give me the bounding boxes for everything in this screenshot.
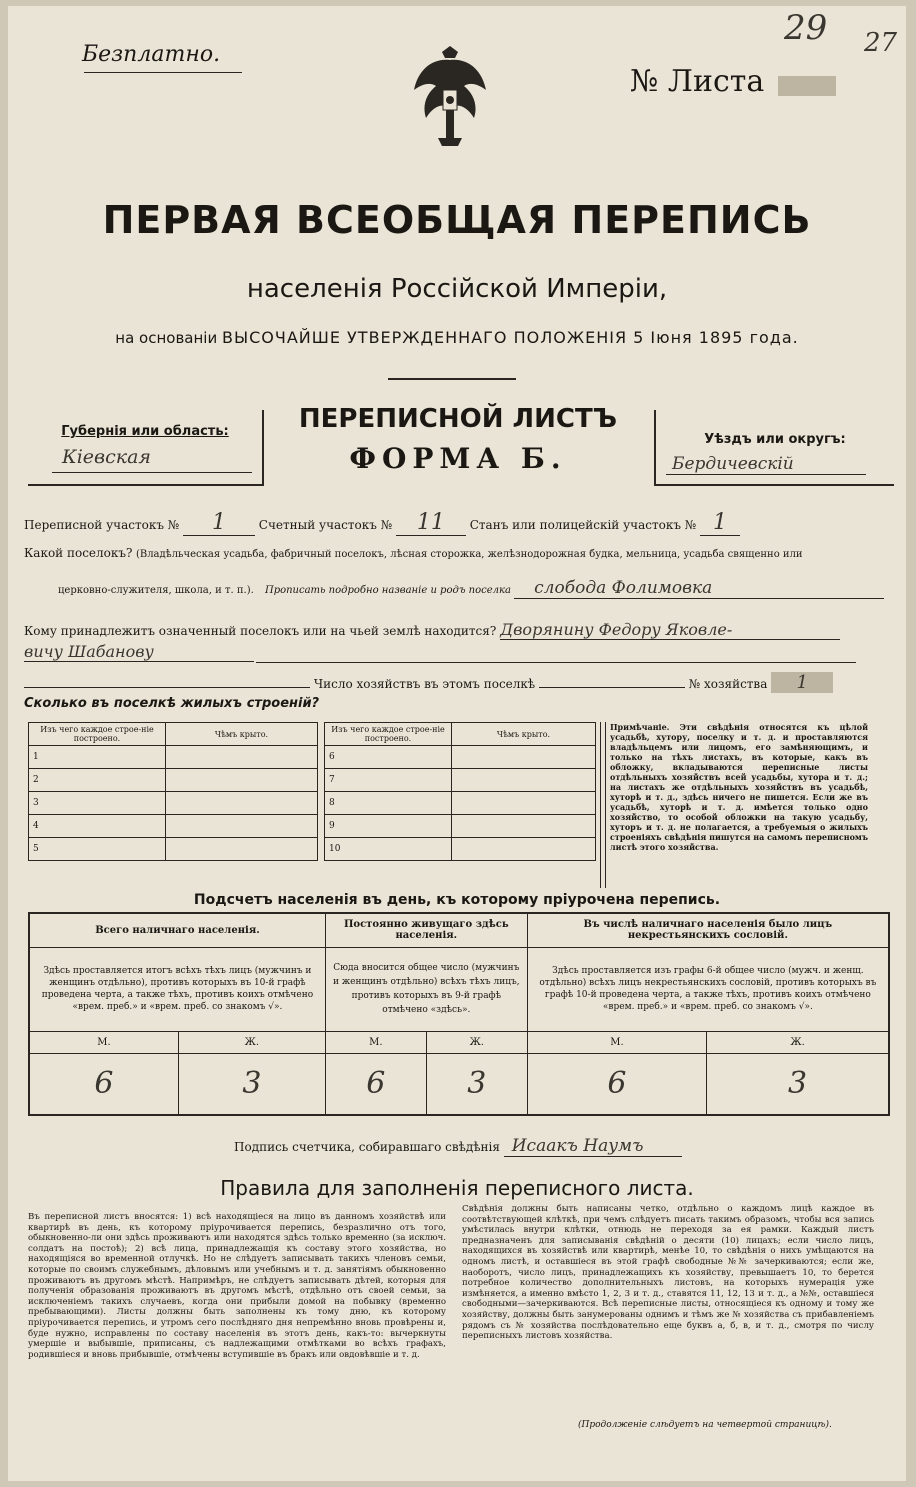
settlement-hint-1: (Владѣльческая усадьба, фабричный поселокъ, лѣсная сторожка, желѣзнодорожная будка, мельница, усадьба священно или — [135, 549, 803, 560]
rules-right-column: Свѣдѣнія должны быть написаны четко, отдѣльно о каждомъ лицѣ каждое въ соотвѣтствующей клѣткѣ, при чемъ слѣдуетъ писать такимъ образомъ, чтобы вся запись умѣстилась внутри клѣтки, отнюдь не переходя за ея рамки. Каждый листъ предназначенъ для записыванія свѣдѣній о десяти (10) лицахъ; если число лицъ, находящихся въ хозяйствѣ или квартирѣ, менѣе 10, то свѣдѣнія о нихъ умѣщаются на одномъ листѣ, и оставшіеся въ этой графѣ свободные №№ зачеркиваются; если же, наоборотъ, число лицъ, принадлежащихъ къ хозяйству, превышаетъ 10, то берется потребное количество дополнительныхъ листовъ, на которыхъ нумерація уже измѣняется, а именно вмѣсто 1, 2, 3 и т. д., ставятся 11, 12, 13 и т. д., а №№, оставшіеся свободными—зачеркиваются. Всѣ переписные листы, относящіеся къ одному и тому же хозяйству, должны быть занумерованы однимъ и тѣмъ же № хозяйства съ прибавленіемъ рядомъ съ № хозяйства послѣдовательно еще буквъ а, б, в, и т. д., смотря по числу переписныхъ листовъ хозяйства. — [462, 1204, 874, 1342]
buildings-row-number: 4 — [29, 815, 166, 838]
buildings-row-number: 2 — [29, 769, 166, 792]
population-value: 6 — [325, 1053, 426, 1115]
buildings-row-number: 9 — [325, 815, 452, 838]
province-label: Губернія или область: — [61, 424, 229, 439]
female-label: Ж. — [178, 1031, 325, 1053]
population-col1-head: Всего наличнаго населенія. — [29, 913, 325, 947]
form-title: ПЕРЕПИСНОЙ ЛИСТЪ — [298, 404, 618, 434]
population-col2-desc: Сюда вносится общее число (мужчинъ и женщинъ отдѣльно) всѣхъ тѣхъ лицъ, противъ которыхъ въ 9-й графѣ отмѣчено «здѣсь». — [325, 947, 527, 1031]
buildings-note: Примѣчаніе. Эти свѣдѣнія относятся къ цѣлой усадьбѣ, хутору, поселку и т. д. и проставляются владѣльцемъ или лицомъ, его замѣняющимъ, и только на тѣхъ листахъ, въ которые, какъ въ обложку, вкладываются переписные листы отдѣльныхъ хозяйствъ всей усадьбы, хутора и т. д.; на листахъ же отдѣльныхъ хозяйствъ въ усадьбѣ, хуторѣ и т. д., здѣсь ничего не пишется. Если же въ усадьбѣ, хуторѣ и т. д. имѣется только одно хозяйство, то особой обложки на такую усадьбу, хуторъ и т. д. не полагается, а требуемыя о жилыхъ строеніяхъ свѣдѣнія пишутся на самомъ переписномъ листѣ этого хозяйства. — [610, 722, 868, 852]
signature-row — [234, 1136, 682, 1157]
population-value: 3 — [426, 1053, 527, 1115]
settlement-question-row — [24, 546, 890, 560]
buildings-row-number: 8 — [325, 792, 452, 815]
province-box — [28, 410, 264, 486]
basis-prefix: на основаніи — [115, 329, 218, 347]
population-value: 6 — [527, 1053, 706, 1115]
census-title: ПЕРВАЯ ВСЕОБЩАЯ ПЕРЕПИСЬ — [102, 198, 812, 242]
district-underline — [666, 474, 866, 475]
settlement-question: Какой поселокъ? — [24, 546, 133, 560]
buildings-row-number: 10 — [325, 838, 452, 861]
settlement-answer-row — [58, 578, 884, 599]
buildings-row-number: 1 — [29, 746, 166, 769]
rules-left-column: Въ переписной листъ вносятся: 1) всѣ находящіеся на лицо въ данномъ хозяйствѣ или квартирѣ въ день, къ которому пріурочивается перепись, безразлично отъ того, обыкновенно-ли они здѣсь проживаютъ или находятся здѣсь только временно (за исключ. солдатъ на постоѣ); 2) всѣ лица, принадлежащія къ составу этого хозяйства, но находящіяся во временной отлучкѣ. Но не слѣдуетъ записывать такихъ членовъ семьи, которые по своимъ служебнымъ, дѣловымъ или учебнымъ и т. д. занятіямъ обыкновенно проживаютъ въ другомъ мѣстѣ. Напримѣръ, не слѣдуетъ записывать дѣтей, которыя для полученія образованія проживаютъ въ другомъ мѣстѣ, отдѣльно отъ своей семьи, за исключеніемъ такихъ случаевъ, когда они прибыли домой на побывку (временно пребывающими). Листы должны быть заполнены къ тому дню, къ которому пріурочивается перепись, и утромъ сего послѣдняго дня непремѣнно вновь провѣрены и, буде нужно, исправлены по составу населенія въ этотъ день, какъ-то: вычеркнуты умершіе и выбывшіе, приписаны, съ надлежащими отмѣтками во всѣхъ графахъ, родившіеся и вновь прибывшіе, отмѣчены вступившіе въ бракъ или овдовѣвшіе и т. д. — [28, 1212, 446, 1360]
form-label: ФОРМА Б. — [349, 442, 567, 475]
owner-value-1: Дворянину Федору Яковле- — [500, 620, 840, 640]
population-value: 3 — [178, 1053, 325, 1115]
owner-value-2: вичу Шабанову — [24, 642, 254, 662]
owner-row — [24, 620, 840, 640]
buildings-row-number: 7 — [325, 769, 452, 792]
settlement-value: слобода Фолимовка — [514, 578, 884, 599]
rules-title: Правила для заполненія переписного листа. — [220, 1176, 694, 1200]
count-area-value: 11 — [396, 510, 466, 536]
buildings-col-built: Изъ чего каждое строе-ніе построено. — [325, 723, 452, 746]
household-number-label: № хозяйства — [688, 677, 768, 691]
district-value: Бердичевскій — [672, 454, 794, 474]
male-label: М. — [29, 1031, 178, 1053]
population-title: Подсчетъ населенія въ день, къ которому пріурочена перепись. — [193, 892, 721, 908]
count-area-label: Счетный участокъ № — [258, 518, 393, 532]
households-row — [24, 672, 890, 693]
settlement-hint-2: церковно-служителя, школа, и т. п.). — [58, 585, 254, 596]
male-label: М. — [527, 1031, 706, 1053]
signature-label: Подпись счетчика, собиравшаго свѣдѣнія — [234, 1140, 500, 1154]
population-table — [28, 912, 890, 1116]
free-underline — [84, 72, 242, 73]
buildings-title: Сколько въ поселкѣ жилыхъ строеній? — [24, 696, 320, 711]
signature-value: Исаакъ Наумъ — [504, 1136, 682, 1157]
free-label: Безплатно. — [82, 42, 221, 67]
sheet-number-label: № Листа — [630, 64, 765, 99]
district-box — [654, 410, 894, 486]
owner-question: Кому принадлежитъ означенный поселокъ или на чьей землѣ находится? — [24, 624, 497, 638]
households-blank-left — [24, 687, 310, 688]
form-title-block — [262, 404, 654, 475]
population-col1-desc: Здѣсь проставляется итогъ всѣхъ тѣхъ лицъ (мужчинъ и женщинъ отдѣльно), противъ которыхъ въ 10-й графѣ проведена черта, а также тѣхъ, противъ коихъ отмѣчено «врем. преб.» и «врем. преб. со знакомъ √». — [29, 947, 325, 1031]
census-subtitle: населенія Россійской Имперіи, — [246, 274, 668, 304]
census-sheet — [8, 6, 906, 1481]
divider-rule — [388, 378, 516, 380]
buildings-row-number: 5 — [29, 838, 166, 861]
household-number-value: 1 — [771, 672, 833, 693]
male-label: М. — [325, 1031, 426, 1053]
double-headed-eagle-emblem — [412, 46, 488, 150]
buildings-table-rule — [600, 722, 606, 888]
households-blank — [539, 687, 685, 688]
population-col3-desc: Здѣсь проставляется изъ графы 6-й общее число (мужч. и женщ. отдѣльно) всѣхъ лицъ некрестьянскихъ сословій, противъ которыхъ въ графѣ 10-й проведена черта, а также тѣхъ, противъ коихъ отмѣчено «врем. преб.» и «врем. преб. со знакомъ √». — [527, 947, 889, 1031]
census-area-label: Переписной участокъ № — [24, 518, 180, 532]
population-value: 3 — [707, 1053, 889, 1115]
archive-number-secondary: 27 — [864, 28, 898, 58]
police-area-value: 1 — [700, 510, 740, 536]
census-area-value: 1 — [183, 510, 255, 536]
buildings-col-roof: Чѣмъ крыто. — [166, 723, 318, 746]
province-value: Кіевская — [62, 446, 151, 468]
police-area-label: Станъ или полицейскій участокъ № — [469, 518, 697, 532]
settlement-instruction: Прописать подробно названіе и родъ поселка — [264, 585, 511, 596]
female-label: Ж. — [426, 1031, 527, 1053]
population-col3-head: Въ числѣ наличнаго населенія было лицъ некрестьянскихъ сословій. — [527, 913, 889, 947]
buildings-table-right — [324, 722, 596, 861]
census-basis — [8, 328, 906, 347]
sheet-number-stamp — [778, 76, 836, 96]
area-fields-row — [24, 510, 740, 536]
households-label: Число хозяйствъ въ этомъ поселкѣ — [313, 677, 536, 691]
population-value: 6 — [29, 1053, 178, 1115]
archive-number-primary: 29 — [784, 8, 828, 48]
buildings-col-built: Изъ чего каждое строе-ніе построено. — [29, 723, 166, 746]
district-label: Уѣздъ или округъ: — [704, 432, 846, 447]
buildings-row-number: 3 — [29, 792, 166, 815]
buildings-col-roof: Чѣмъ крыто. — [452, 723, 596, 746]
buildings-row-number: 6 — [325, 746, 452, 769]
female-label: Ж. — [707, 1031, 889, 1053]
province-underline — [52, 472, 252, 473]
rules-continued-note: (Продолженіе слѣдуетъ на четвертой страницѣ). — [578, 1420, 832, 1430]
population-col2-head: Постоянно живущаго здѣсь населенія. — [325, 913, 527, 947]
owner-underline — [256, 662, 856, 663]
basis-text: ВЫСОЧАЙШЕ УТВЕРЖДЕННАГО ПОЛОЖЕНІЯ 5 Іюня 1895 года. — [222, 328, 799, 347]
buildings-table-left — [28, 722, 318, 861]
